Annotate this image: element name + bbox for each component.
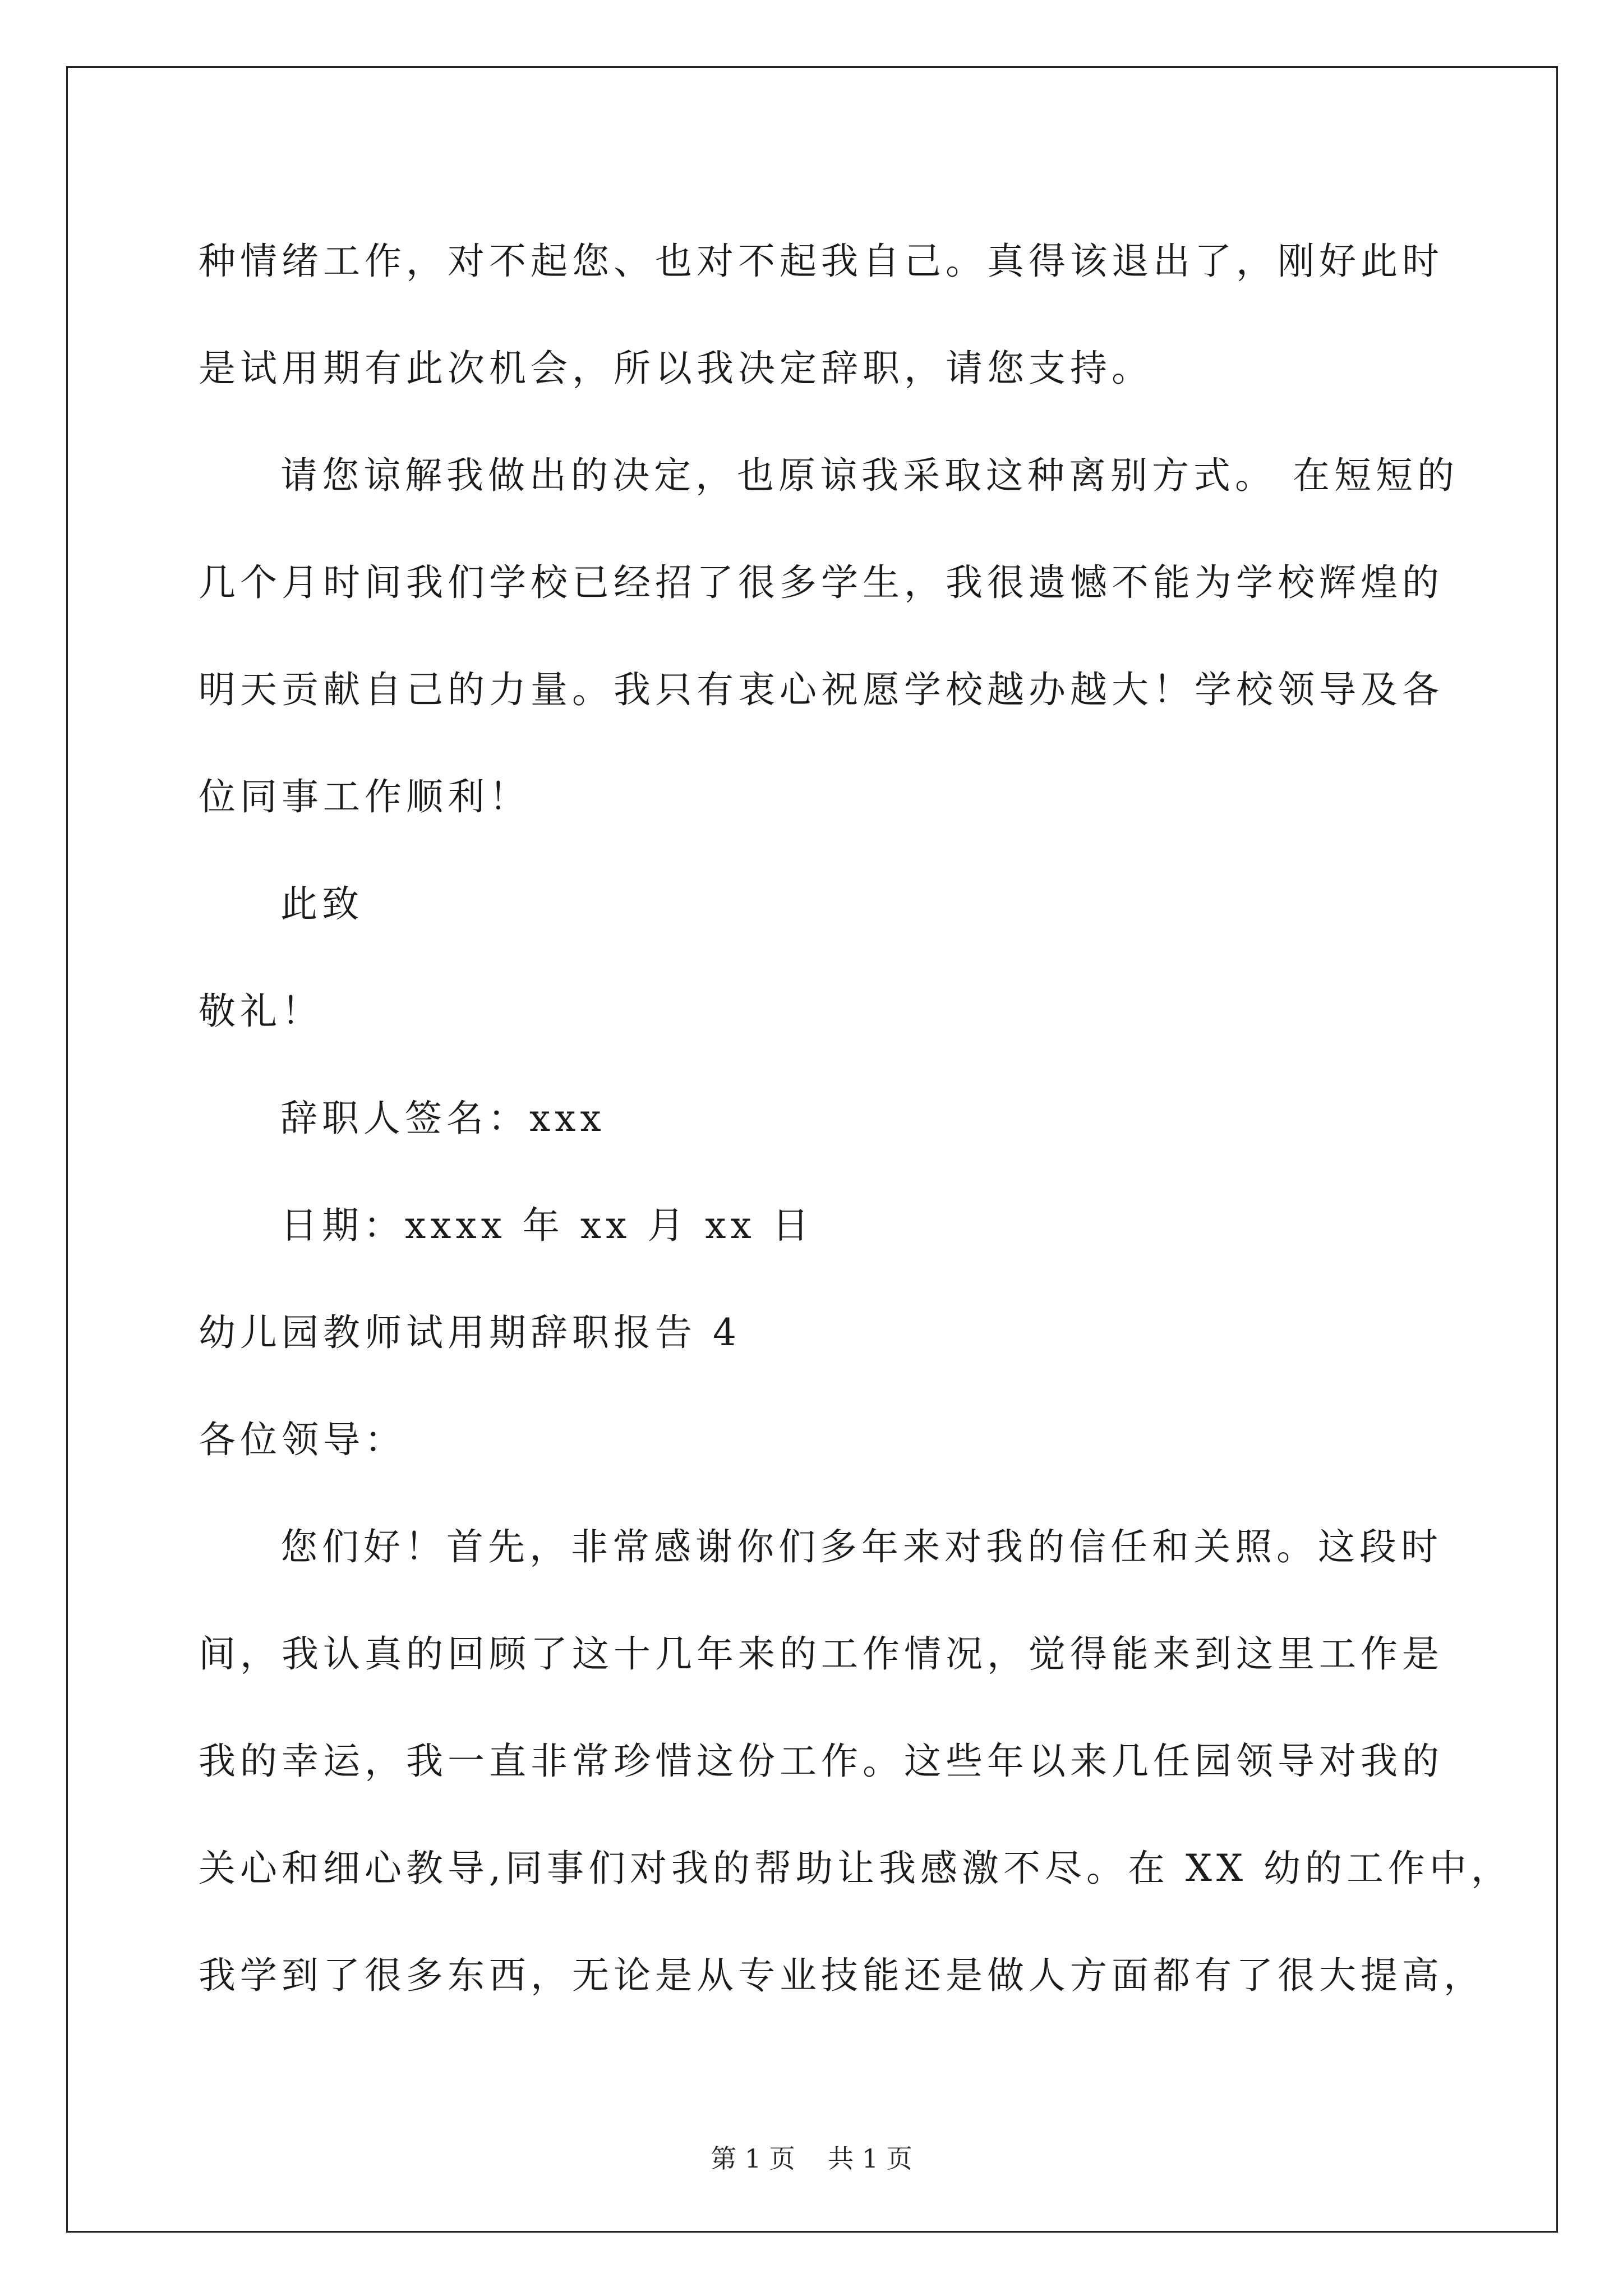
closing-salutation: 此致 — [280, 882, 363, 926]
text-line: 是试用期有此次机会，所以我决定辞职，请您支持。 — [199, 347, 1153, 390]
greeting-line: 各位领导： — [199, 1418, 406, 1461]
letter-body — [199, 208, 1513, 2029]
text-line: 种情绪工作，对不起您、也对不起我自己。真得该退出了，刚好此时 — [199, 240, 1444, 283]
section-title: 幼儿园教师试用期辞职报告 4 — [199, 1311, 741, 1354]
text-line: 我的幸运，我一直非常珍惜这份工作。这些年以来几任园领导对我的 — [199, 1740, 1444, 1783]
signature-line: 辞职人签名：xxx — [280, 1097, 606, 1140]
text-line: 间，我认真的回顾了这十几年来的工作情况，觉得能来到这里工作是 — [199, 1632, 1444, 1676]
page-number: 第 1 页 共 1 页 — [711, 2143, 912, 2174]
paragraph-start-line: 请您谅解我做出的决定，也原谅我采取这种离别方式。 在短短的 — [280, 454, 1459, 497]
closing-regards: 敬礼！ — [199, 990, 323, 1033]
text-line: 位同事工作顺利！ — [199, 775, 531, 818]
text-line: 几个月时间我们学校已经招了很多学生，我很遗憾不能为学校辉煌的 — [199, 561, 1444, 604]
text-line: 明天贡献自己的力量。我只有衷心祝愿学校越办越大！学校领导及各 — [199, 668, 1444, 711]
paragraph-start-line: 您们好！首先，非常感谢你们多年来对我的信任和关照。这段时 — [280, 1525, 1442, 1568]
text-line: 关心和细心教导,同事们对我的帮助让我感激不尽。在 XX 幼的工作中， — [199, 1847, 1513, 1890]
date-line: 日期：xxxx 年 xx 月 xx 日 — [280, 1204, 814, 1247]
text-line: 我学到了很多东西，无论是从专业技能还是做人方面都有了很大提高， — [199, 1954, 1485, 1997]
